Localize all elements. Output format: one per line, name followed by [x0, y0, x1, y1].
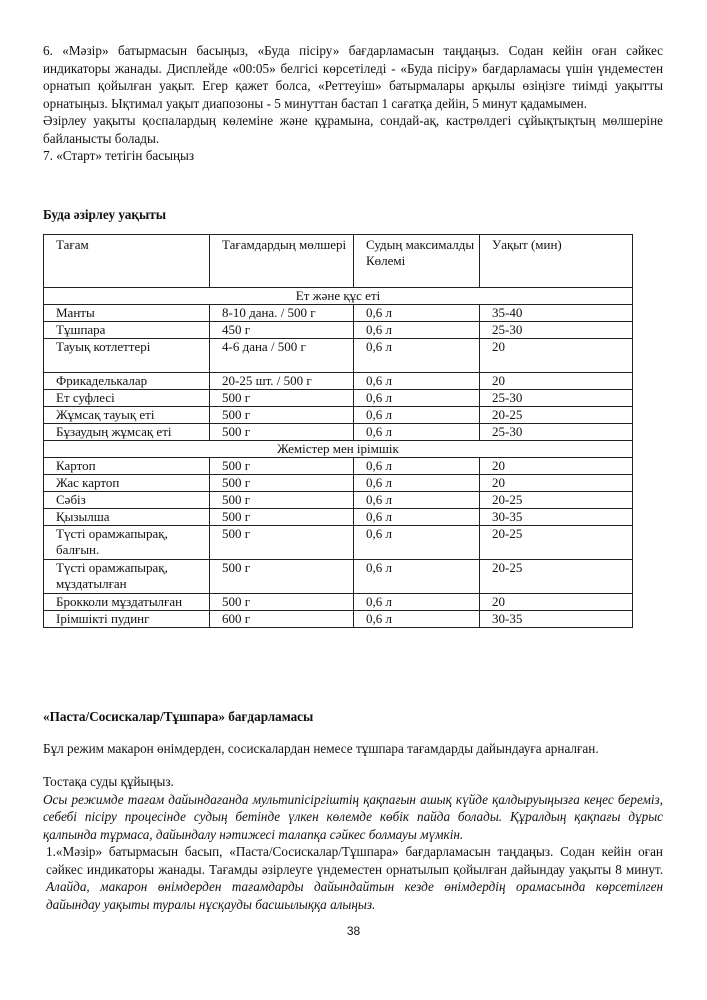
cell-amount: 500 г	[210, 492, 354, 509]
cell-time: 25-30	[480, 390, 633, 407]
step-6-text: 6. «Мәзір» батырмасын басыңыз, «Буда пісіру» бағдарламасын таңдаңыз. Содан кейін оған сәйкес индикаторы жанады. Дисплейде «00:05» белгісі көрсетіледі - «Буда пісіру» бағдарламасы үшін үндеместен орнатып қойылған уақыт. Егер қажет болса, «Реттеуіш» батырмалары арқылы өзіңізге тиімді уақытты орнатыңыз. Ықтимал уақыт диапозоны - 5 минуттан бастап 1 сағатқа дейін, 5 минут қадамымен.	[43, 43, 663, 111]
table-header-row	[44, 235, 633, 288]
cell-time: 25-30	[480, 424, 633, 441]
pasta-program-title: «Паста/Сосискалар/Тұшпара» бағдарламасы	[43, 709, 314, 724]
cell-dish: Жас картоп	[44, 475, 210, 492]
cell-water: 0,6 л	[354, 424, 480, 441]
cell-amount: 500 г	[210, 390, 354, 407]
cell-amount: 8-10 дана. / 500 г	[210, 305, 354, 322]
table-row	[44, 458, 633, 475]
cell-amount: 500 г	[210, 560, 354, 594]
header-water: Судың максималды Көлемі	[354, 235, 480, 288]
cell-dish: Жұмсақ тауық еті	[44, 407, 210, 424]
cell-dish: Манты	[44, 305, 210, 322]
cell-amount: 500 г	[210, 526, 354, 560]
cell-amount: 600 г	[210, 611, 354, 628]
cell-amount: 500 г	[210, 475, 354, 492]
cell-amount: 4-6 дана / 500 г	[210, 339, 354, 373]
cell-dish: Ірімшікті пудинг	[44, 611, 210, 628]
cell-time: 20	[480, 339, 633, 373]
cell-time: 20-25	[480, 407, 633, 424]
intro-block	[43, 42, 663, 165]
section-row	[44, 288, 633, 305]
cell-water: 0,6 л	[354, 594, 480, 611]
cell-time: 20	[480, 594, 633, 611]
cell-time: 30-35	[480, 611, 633, 628]
cell-time: 20	[480, 373, 633, 390]
table-row	[44, 390, 633, 407]
cell-dish: Түсті орамжапырақ, балғын.	[44, 526, 210, 560]
cell-dish: Тұшпара	[44, 322, 210, 339]
table-body	[44, 288, 633, 628]
table-row	[44, 509, 633, 526]
cell-time: 20	[480, 475, 633, 492]
cell-water: 0,6 л	[354, 322, 480, 339]
cell-amount: 20-25 шт. / 500 г	[210, 373, 354, 390]
cell-dish: Ет суфлесі	[44, 390, 210, 407]
pasta-step-1-text: 1.«Мәзір» батырмасын басып, «Паста/Сосискалар/Тұшпара» бағдарламасын таңдаңыз. Содан кейін оған сәйкес индикаторы жанады. Тағамды әзірлеуге үндеместен орнатылып қойылған дайындау уақыты 8 минут.	[46, 844, 663, 877]
table-row	[44, 475, 633, 492]
cell-time: 20	[480, 458, 633, 475]
page-number: 38	[346, 924, 361, 938]
table-row	[44, 560, 633, 594]
table-row	[44, 305, 633, 322]
cell-dish: Фрикаделькалар	[44, 373, 210, 390]
cell-dish: Картоп	[44, 458, 210, 475]
cell-dish: Түсті орамжапырақ, мұздатылған	[44, 560, 210, 594]
cell-water: 0,6 л	[354, 458, 480, 475]
cell-water: 0,6 л	[354, 407, 480, 424]
header-time: Уақыт (мин)	[480, 235, 633, 288]
cell-amount: 500 г	[210, 594, 354, 611]
cell-time: 30-35	[480, 509, 633, 526]
cell-water: 0,6 л	[354, 492, 480, 509]
table-row	[44, 407, 633, 424]
cell-dish: Тауық котлеттері	[44, 339, 210, 373]
cell-time: 20-25	[480, 560, 633, 594]
cell-dish: Брокколи мұздатылған	[44, 594, 210, 611]
cell-amount: 500 г	[210, 509, 354, 526]
table-row	[44, 339, 633, 373]
section-row	[44, 441, 633, 458]
table-row	[44, 373, 633, 390]
cooking-time-note: Әзірлеу уақыты қоспалардың көлеміне және құрамына, сондай-ақ, кастрөлдегі сұйықтықтың мөлшеріне байланысты болады.	[43, 113, 663, 146]
table-row	[44, 322, 633, 339]
cell-water: 0,6 л	[354, 509, 480, 526]
cell-amount: 500 г	[210, 407, 354, 424]
water-instruction: Тостақа суды құйыңыз.	[43, 774, 174, 789]
lid-warning: Осы режимде тағам дайындағанда мультипісіргіштің қақпағын ашық күйде қалдыруыңызға кеңес береміз, себебі пісіру процесінде судың бетінде үлкен көлемде көбік пайда болады. Құралдың қақпағы дұрыс қалпында тұрмаса, дайындалу нәтижесі талапқа сәйкес болмауы мүмкін.	[43, 791, 663, 842]
pasta-step-1	[43, 843, 663, 913]
cell-water: 0,6 л	[354, 390, 480, 407]
steam-cooking-table	[43, 234, 633, 628]
table-row	[44, 594, 633, 611]
cell-water: 0,6 л	[354, 475, 480, 492]
cell-dish: Қызылша	[44, 509, 210, 526]
table-row	[44, 611, 633, 628]
cell-time: 35-40	[480, 305, 633, 322]
cell-water: 0,6 л	[354, 526, 480, 560]
cell-water: 0,6 л	[354, 305, 480, 322]
table-row	[44, 492, 633, 509]
cell-amount: 450 г	[210, 322, 354, 339]
cell-water: 0,6 л	[354, 373, 480, 390]
cell-dish: Бұзаудың жұмсақ еті	[44, 424, 210, 441]
cell-amount: 500 г	[210, 458, 354, 475]
pasta-instructions	[43, 773, 663, 913]
table-row	[44, 526, 633, 560]
section-title: Жемістер мен ірімшік	[44, 441, 633, 458]
cell-water: 0,6 л	[354, 611, 480, 628]
cell-amount: 500 г	[210, 424, 354, 441]
cell-water: 0,6 л	[354, 560, 480, 594]
cell-water: 0,6 л	[354, 339, 480, 373]
header-amount: Тағамдардың мөлшері	[210, 235, 354, 288]
cell-dish: Сәбіз	[44, 492, 210, 509]
header-dish: Тағам	[44, 235, 210, 288]
pasta-description: Бұл режим макарон өнімдерден, сосискалардан немесе тұшпара тағамдарды дайындауға арналған.	[43, 741, 599, 756]
pasta-step-1-note: Алайда, макарон өнімдерден тағамдарды дайындайтын кезде өнімдердің орамасында көрсетілген дайындау уақыты туралы нұсқауды басшылыққа алыңыз.	[46, 879, 663, 912]
step-7-text: 7. «Старт» тетігін басыңыз	[43, 148, 195, 163]
section-title: Ет және құс еті	[44, 288, 633, 305]
cell-time: 20-25	[480, 526, 633, 560]
steam-table-title: Буда әзірлеу уақыты	[43, 207, 167, 222]
cell-time: 25-30	[480, 322, 633, 339]
table-row	[44, 424, 633, 441]
cell-time: 20-25	[480, 492, 633, 509]
